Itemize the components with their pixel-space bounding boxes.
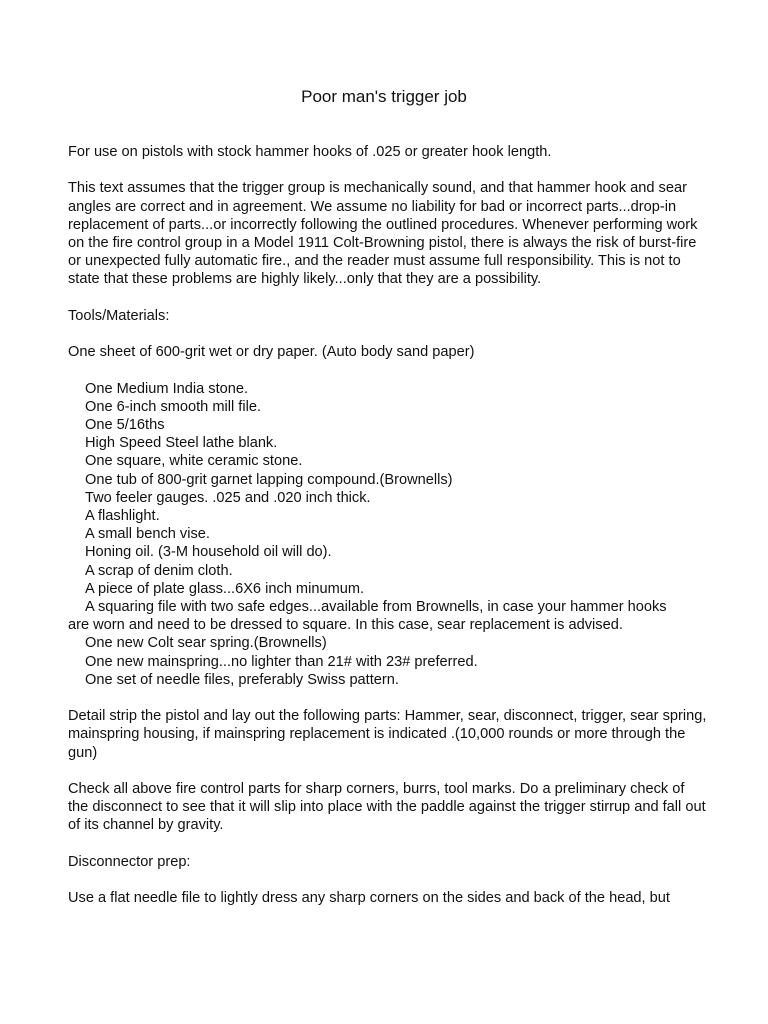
- document-title: Poor man's trigger job: [301, 87, 467, 106]
- list-item-squaring-file-continued: are worn and need to be dressed to square. In this case, sear replacement is advised.: [68, 617, 623, 634]
- check-parts-paragraph: Check all above fire control parts for sharp corners, burrs, tool marks. Do a preliminary check of the disconnect to see that it will slip into place with the paddle against the trigger stirrup and fall out of its channel by gravity.: [68, 781, 706, 834]
- list-item: One 5/16ths: [85, 416, 165, 433]
- list-item: One new Colt sear spring.(Brownells): [85, 635, 327, 652]
- disconnector-heading: Disconnector prep:: [68, 853, 191, 870]
- detail-strip-paragraph: Detail strip the pistol and lay out the following parts: Hammer, sear, disconnect, trigger, sear spring, mainspring housing, if mainspring replacement is indicated .(10,000 rounds or more through the gun): [68, 708, 707, 761]
- list-item: A small bench vise.: [85, 526, 210, 543]
- list-item: Honing oil. (3-M household oil will do).: [85, 544, 332, 561]
- document-body: [68, 143, 708, 926]
- list-item: Two feeler gauges. .025 and .020 inch thick.: [85, 489, 371, 506]
- list-item-squaring-file: A squaring file with two safe edges...available from Brownells, in case your hammer hooks: [85, 599, 667, 616]
- list-item: High Speed Steel lathe blank.: [85, 435, 278, 452]
- list-item: One new mainspring...no lighter than 21# with 23# preferred.: [85, 653, 478, 670]
- needle-file-paragraph: Use a flat needle file to lightly dress any sharp corners on the sides and back of the head, but: [68, 890, 670, 907]
- disclaimer-paragraph: This text assumes that the trigger group is mechanically sound, and that hammer hook and sear angles are correct and in agreement. We assume no liability for bad or incorrect parts...drop-in replacement of parts...or incorrectly following the outlined procedures. Whenever performing work on the fire control group in a Model 1911 Colt-Browning pistol, there is always the risk of burst-fire or unexpected fully automatic fire., and the reader must assume full responsibility. This is not to state that these problems are highly likely...only that they are a possibility.: [68, 180, 698, 288]
- list-item: A scrap of denim cloth.: [85, 562, 233, 579]
- list-item: One set of needle files, preferably Swiss pattern.: [85, 671, 399, 688]
- list-item: One tub of 800-grit garnet lapping compound.(Brownells): [85, 471, 453, 488]
- list-item: One 6-inch smooth mill file.: [85, 398, 262, 415]
- tools-list: [68, 380, 708, 689]
- tools-heading: Tools/Materials:: [68, 307, 170, 324]
- intro-paragraph: For use on pistols with stock hammer hooks of .025 or greater hook length.: [68, 144, 552, 160]
- tools-first-item: One sheet of 600-grit wet or dry paper. (Auto body sand paper): [68, 344, 475, 361]
- list-item: A flashlight.: [85, 508, 160, 524]
- list-item: One square, white ceramic stone.: [85, 453, 303, 470]
- list-item: One Medium India stone.: [85, 380, 249, 397]
- list-item: A piece of plate glass...6X6 inch minumum.: [85, 580, 365, 597]
